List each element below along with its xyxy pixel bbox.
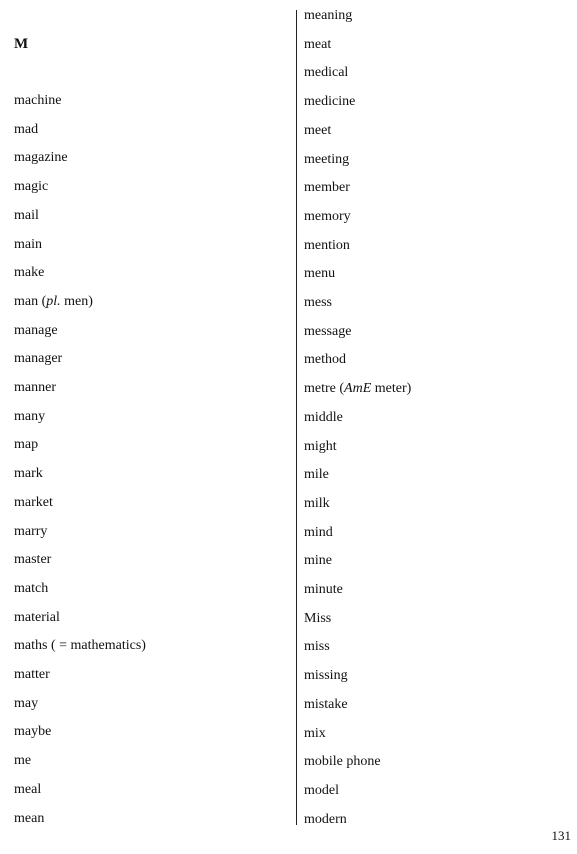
headword: metre [304,381,336,397]
word-entry [304,696,348,714]
word-entry [14,436,38,454]
headword: make [14,265,45,281]
headword: memory [304,208,351,224]
headword: milk [304,495,330,511]
headword: maths [14,638,48,654]
note-text: meter) [371,381,412,397]
word-entry [304,122,331,140]
headword: Miss [304,610,332,626]
note-text: men) [60,293,93,309]
headword: modern [304,811,347,827]
word-entry [14,580,48,598]
headword: missing [304,668,348,684]
headword: marry [14,523,48,539]
headword: miss [304,639,330,655]
headword: matter [14,667,50,682]
word-entry [304,294,332,312]
word-entry [14,178,48,196]
word-entry [14,666,50,684]
word-entry [14,121,38,139]
headword: medical [304,65,349,81]
headword: member [304,180,350,196]
headword: manner [14,380,56,395]
headword: material [14,609,60,625]
word-entry [304,610,331,628]
word-entry [304,36,331,54]
word-entry [14,379,56,397]
word-entry [304,7,352,25]
headword: match [14,580,49,596]
headword: mobile phone [304,754,381,770]
word-entry [304,667,348,685]
word-entry [304,265,335,283]
headword: map [14,437,39,453]
word-entry [304,638,330,656]
word-entry [14,723,51,741]
word-entry [304,524,333,542]
headword: minute [304,582,343,597]
headword: medicine [304,94,356,110]
headword: main [14,236,42,252]
headword: may [14,695,39,711]
word-entry [14,322,58,340]
page-number: 131 [551,828,571,843]
word-entry [14,551,51,569]
headword: maybe [14,724,52,740]
headword: message [304,323,352,339]
headword: master [14,552,52,568]
word-entry [304,782,339,800]
note-label: pl. [46,293,61,309]
headword: meaning [304,8,353,23]
headword: meat [304,36,332,52]
headword: might [304,438,337,454]
word-entry [304,438,337,456]
headword: mine [304,553,332,569]
word-entry [14,609,60,627]
word-entry [304,237,350,255]
word-entry [14,408,45,426]
word-entry [14,810,44,828]
headword: many [14,408,46,424]
headword: mind [304,524,333,540]
word-entry [14,264,44,282]
word-entry [304,351,346,369]
note-label: AmE [344,381,372,397]
word-entry [14,781,41,799]
headword: mail [14,207,39,223]
headword: mile [304,467,329,483]
word-entry [304,323,351,341]
word-entry [14,92,61,110]
word-entry [14,637,146,655]
headword: method [304,352,346,368]
headword: meal [14,781,42,797]
word-entry [14,149,68,167]
word-entry [14,350,62,368]
headword: mess [304,295,332,310]
headword: me [14,753,32,769]
headword: magazine [14,150,68,166]
note-text: ( [335,381,345,397]
headword: mention [304,237,350,253]
word-entry [14,465,43,483]
headword: machine [14,93,62,108]
headword: market [14,494,53,510]
headword: meet [304,122,332,138]
word-entry [304,208,351,226]
word-entry [14,752,31,770]
word-entry [304,552,332,570]
headword: mark [14,466,43,482]
word-entry [304,409,343,427]
word-entry [304,64,348,82]
word-entry [304,466,329,484]
word-entry [14,207,39,225]
headword: manager [14,351,63,367]
word-entry [14,494,53,512]
note-text: ( [38,293,47,309]
headword: mistake [304,696,348,712]
word-entry [304,380,411,398]
note-text: ( = mathematics) [47,638,146,654]
word-entry [14,236,42,254]
word-entry [14,695,38,713]
word-entry [304,495,330,513]
word-entry [304,151,349,169]
word-entry [304,179,350,197]
word-entry [14,523,47,541]
column-divider [296,10,297,825]
headword: mix [304,725,326,741]
headword: manage [14,322,58,338]
word-entry [304,753,381,771]
word-entry [304,725,326,743]
headword: mean [14,810,45,826]
headword: middle [304,409,343,425]
word-entry [304,93,355,111]
headword: magic [14,179,49,195]
headword: man [14,293,39,309]
headword: model [304,782,339,798]
word-entry [14,293,93,311]
headword: mad [14,121,39,137]
word-entry [304,811,347,829]
headword: menu [304,266,336,282]
section-letter-heading: M [14,36,29,52]
word-entry [304,581,343,599]
headword: meeting [304,151,350,167]
